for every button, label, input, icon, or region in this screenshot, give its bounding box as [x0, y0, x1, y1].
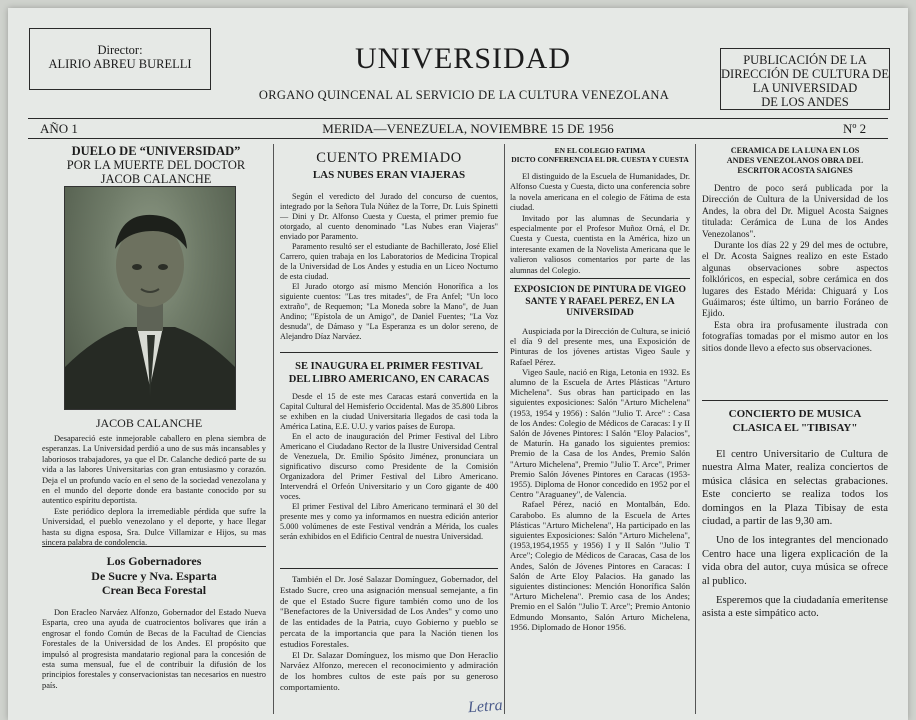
- headline-line: CONCIERTO DE MUSICA: [728, 408, 862, 420]
- handwritten-note: Letra: [467, 696, 504, 717]
- paragraph: El centro Universitario de Cultura de nuestra Alma Mater, realiza conciertos de música clásica en selectas grabaciones. Este concierto se realiza todos los domingos en la Plaza Tibisay de esta ciudad, a partir de las 9,30 am.: [702, 449, 888, 528]
- paragraph: El Dr. Salazar Domínguez, los mismo que Don Heraclio Narváez Alfonzo, merecen el reconocimiento y admiración de los hombres cultos de este país por su generoso comportamiento.: [280, 649, 498, 692]
- headline-line: De Sucre y Nva. Esparta: [91, 568, 217, 583]
- fatima-headline: [510, 146, 690, 164]
- headline-line: Crean Beca Forestal: [101, 583, 207, 597]
- duelo-body: [42, 434, 266, 548]
- headline-line: SE INAUGURA EL PRIMER FESTIVAL: [295, 361, 483, 372]
- paragraph: Durante los días 22 y 29 del mes de octubre, el Dr. Acosta Saignes realizo en este Estado algunas observaciones sobre aspectos folklóricos, en especial, sobre cerámica en dos lugares des Estado Mérida: Chiguará y Los Guáimaros; éste último, un barrio Foráneo de Ejido.: [702, 241, 888, 320]
- paragraph: Auspiciada por la Dirección de Cultura, se inició el día 9 del presente mes, una Exposición de Pinturas de los jóvenes artistas Vigeo Saule y Rafael Pérez.: [510, 326, 691, 367]
- photo-caption: JACOB CALANCHE: [95, 416, 203, 430]
- concierto-headline: [702, 408, 888, 435]
- headline-line: Los Gobernadores: [106, 554, 202, 568]
- ceramica-body: [702, 184, 888, 355]
- cuento-headline: CUENTO PREMIADO: [316, 150, 462, 166]
- publisher-line: DIRECCIÓN DE CULTURA DE: [721, 67, 889, 81]
- gobernadores-body: [42, 608, 266, 691]
- headline-line: EN EL COLEGIO FATIMA: [554, 146, 646, 155]
- paragraph: El Jurado otorgo así mismo Mención Honorífica a los siguiente cuentos: "Las tres mitades", de Fra Anfel; "Un loco extraño", de Requemon; "La Moneda sobre la Mano", de Juan Andino; "Epístola de un Amigo", de Daniel Fuentes; "La Voz desnuda", de Dámaso y "La Esperanza es un dolor sereno, de Alejandro Díaz Narváez.: [280, 282, 498, 341]
- paragraph: Este periódico deplora la irremediable pérdida que sufre la Universidad, el pueblo venezolano y el deporte, y hace llegar hasta su digna esposa, Sra. Dulce Villamizar e Hijos, su mas sincera palabra de condolencia.: [42, 506, 266, 548]
- festival-body: [280, 392, 498, 542]
- masthead-title: UNIVERSIDAD: [355, 42, 571, 75]
- paragraph: Paramento resultó ser el estudiante de Bachillerato, José Eliel Carrero, quien trabaja en los Laboratorios de Medicina Tropical de la Universidad de Los Andes y estudia en un Liceo Nocturno de esta ciudad.: [280, 242, 498, 281]
- headline-line: DUELO DE “UNIVERSIDAD”: [71, 144, 241, 158]
- director-box: [29, 28, 211, 90]
- paragraph: Esta obra ira profusamente ilustrada con fotografías tomadas por el mismo autor en los sitios donde llevo a efecto sus observaciones.: [702, 320, 888, 354]
- headline-line: SANTE Y RAFAEL PEREZ, EN LA: [525, 295, 675, 307]
- pintura-headline: [510, 284, 690, 319]
- pintura-body: [510, 326, 690, 632]
- headline-line: POR LA MUERTE DEL DOCTOR: [66, 158, 246, 172]
- headline-line: EXPOSICION DE PINTURA DE VIGEO: [513, 284, 686, 295]
- section-rule: [702, 400, 888, 401]
- paragraph: Rafael Pérez, nació en Montalbán, Edo. Carabobo. Es alumno de la Escuela de Artes Plásticas "Arturo Michelena", Ha participado en las siguientes Exposiciones: Salón "Arturo Michelena", (1953,1954,1955 y 1956) I y II Salón "Julio T Arce"; Colegio de Médicos de Caracas, Casa de los Andes, Salón de Jóvenes Pintores en Caracas: I Salón de Arte Eloy Palacios. Ha ganado las siguientes distinciones: Mención Honorífica Salón "Arturo Michelena". Premio casa de los Andes; Premio en el Salón "Julio T. Arce"; Premio Antonio Edmundo Monsanto, Salón Arturo Michelena, 1956. Diplomado de Honor 1956.: [510, 499, 690, 632]
- paragraph: Vigeo Saule, nació en Riga, Letonia en 1932. Es alumno de la Escuela de Artes Plásticas "Arturo Michelena". Sus obras han participado en las siguientes exposiciones: Salón "Arturo Michelena" (1953, 1954 y 1956) : Salón "Julio T. Arce" : Casa de los Andes: Colegio de Médicos de Caracas: I y II Salón de Jóvenes Pintores: I Salón "Eloy Palacios", de Maturín. Ha ganado los siguientes premios: Premio de la Casa de los Andes, Premio Salón "Arturo Michelena", Premio "Julio T. Arce", Primer Premio Salón Jóvenes Pintores en Caracas (1953-1955). Diploma de Honor concedido en 1952 por el Centro "Araguaney", de Valencia.: [510, 366, 690, 500]
- portrait-figure: [65, 187, 235, 409]
- year-label: AÑO 1: [40, 121, 78, 136]
- top-rule: [28, 118, 888, 119]
- publisher-box: [720, 48, 890, 110]
- paragraph: También el Dr. José Salazar Domínguez, Gobernador, del Estado Sucre, creo una asignación mensual semejante, a fin de que el Estado Sucre figure también como uno de los "Benefactores de la Universidad de Los Andes" y como uno de las entidades de la Patria, cuyo Gobierno y pueblo se percata de la importancia que para la Nación tienen los estudios Forestales.: [280, 574, 498, 649]
- cuento-subhead: LAS NUBES ERAN VIAJERAS: [312, 169, 466, 181]
- sucre-body: [280, 574, 498, 693]
- concierto-body: [702, 448, 888, 621]
- paragraph: Según el veredicto del Jurado del concurso de cuentos, integrado por la Señora Tula Núñez de la Torre, Dr. Luis Spinetti — Dini y Dr. Alfonso Cuesta y Cuesta, el primer premio fue otorgado, al cuento denominado "Las Nubes eran Viajeras" enviado por Paramento.: [280, 192, 498, 241]
- paragraph: Desapareció este inmejorable caballero en plena siembra de esperanzas. La Universidad perdió a uno de sus más incansables y laboriosos trabajadores, ya que el Dr. Calanche dedicó parte de su vida a las labores Universitarias con gran entusiasmo y corazón. Deja el un profundo vacío en el seno de la sociedad venezolana y en el mundo del deporte donde era bastante conocido por su autentico espíritu deportista.: [42, 434, 266, 506]
- section-rule: [280, 352, 498, 353]
- publisher-line: PUBLICACIÓN DE LA: [743, 53, 867, 67]
- headline-line: UNIVERSIDAD: [566, 307, 634, 318]
- gobernadores-headline: [42, 554, 266, 598]
- headline-line: CERAMICA DE LA LUNA EN LOS: [730, 146, 860, 155]
- column-rule: [504, 144, 505, 714]
- headline-line: DICTO CONFERENCIA EL DR. CUESTA Y CUESTA: [511, 155, 689, 164]
- ceramica-headline: [702, 146, 888, 176]
- headline-line: JACOB CALANCHE: [100, 172, 212, 186]
- headline-line: ANDES VENEZOLANOS OBRA DEL: [726, 156, 864, 165]
- headline-line: DEL LIBRO AMERICANO, EN CARACAS: [288, 374, 490, 385]
- paragraph: Uno de los integrantes del mencionado Centro hace una ligera explicación de la vida obra del autor, cuya música se ofrece al publico.: [702, 535, 888, 587]
- section-rule: [510, 278, 690, 279]
- dateline: MERIDA—VENEZUELA, NOVIEMBRE 15 DE 1956: [322, 121, 614, 136]
- director-name: ALIRIO ABREU BURELLI: [48, 57, 192, 71]
- section-rule: [42, 546, 266, 547]
- publisher-line: DE LOS ANDES: [761, 95, 849, 109]
- paragraph: Don Eracleo Narváez Alfonzo, Gobernador del Estado Nueva Esparta, creo una ayuda de cuatrocientos bolívares que irán a engrosar el fondo Común de Becas de la Facultad de Ciencias Forestales de la Universidad de los Andes. El propósito que impulsó al progresista mandatario regional para la concesión de esta suma mensual, fue el de contribuir la difusión de los principios forestales y conservacionistas tan necesarios en nuestro país.: [42, 608, 266, 690]
- issue-number: Nº 2: [843, 121, 867, 136]
- paragraph: El primer Festival del Libro Americano terminará el 30 del presente mes y como ya informamos en nuestra edición anterior 5.000 volúmenes de este Festival vendrán a Mérida, los cuales serán exhibidos en el Edificio Central de nuestra Universidad.: [280, 502, 498, 541]
- duelo-headline: [56, 144, 256, 186]
- column-rule: [273, 144, 274, 714]
- paragraph: Esperemos que la ciudadanía emeritense asista a este simpático acto.: [702, 595, 888, 620]
- newspaper-page: [8, 8, 908, 720]
- paragraph: El distinguido de la Escuela de Humanidades, Dr. Alfonso Cuesta y Cuesta, dicto una conferencia sobre la novela americana en el colegio de Fátima de esta ciudad.: [510, 172, 690, 213]
- paragraph: Dentro de poco será publicada por la Dirección de Cultura de la Universidad de los Andes, la obra del Dr. Miguel Acosta Saignes titulada: Cerámica de Luna de los Andes Venezolanos".: [702, 184, 888, 240]
- director-label: Director:: [97, 43, 143, 57]
- portrait-photo: [64, 186, 236, 410]
- column-rule: [695, 144, 696, 714]
- masthead-subtitle: ORGANO QUINCENAL AL SERVICIO DE LA CULTURA VENEZOLANA: [258, 88, 670, 102]
- paragraph: Invitado por las alumnas de Secundaria y especialmente por el Profesor Muñoz Orná, el Dr. Cuesta y Cuesta, cuentista en la América, hizo un interesante examen de la Novelista Americana que le valieron valiosos comentarios por parte de las alumnas del Colegio.: [510, 213, 690, 275]
- section-rule: [280, 568, 498, 569]
- paragraph: En el acto de inauguración del Primer Festival del Libro Americano el Ciudadano Rector de la Ilustre Universidad Central de Venezuela, Dr. Emilio Spósito Jiménez, pronunciara un significativo discurso como Presidente de la Comisión Organizadora del Primer Festival del Libro Americano. Intervendrá el Orfeón Universitario y un Coro gigante de 400 voces.: [280, 432, 498, 501]
- cuento-body: [280, 192, 498, 342]
- dateline-rule: [28, 138, 888, 139]
- fatima-body: [510, 172, 690, 276]
- headline-line: ESCRITOR ACOSTA SAIGNES: [737, 166, 853, 175]
- headline-line: CLASICA EL "TIBISAY": [732, 421, 858, 434]
- festival-headline: [280, 360, 498, 386]
- paragraph: Desde el 15 de este mes Caracas estará convertida en la Capital Cultural del Hemisferio Occidental. Mas de 35.800 Libros se exhiben en la ciudad Universitaria llegados de casi toda la América Latina, E.E. U.U. y varios países de Europa.: [280, 392, 498, 431]
- publisher-line: LA UNIVERSIDAD: [752, 81, 858, 95]
